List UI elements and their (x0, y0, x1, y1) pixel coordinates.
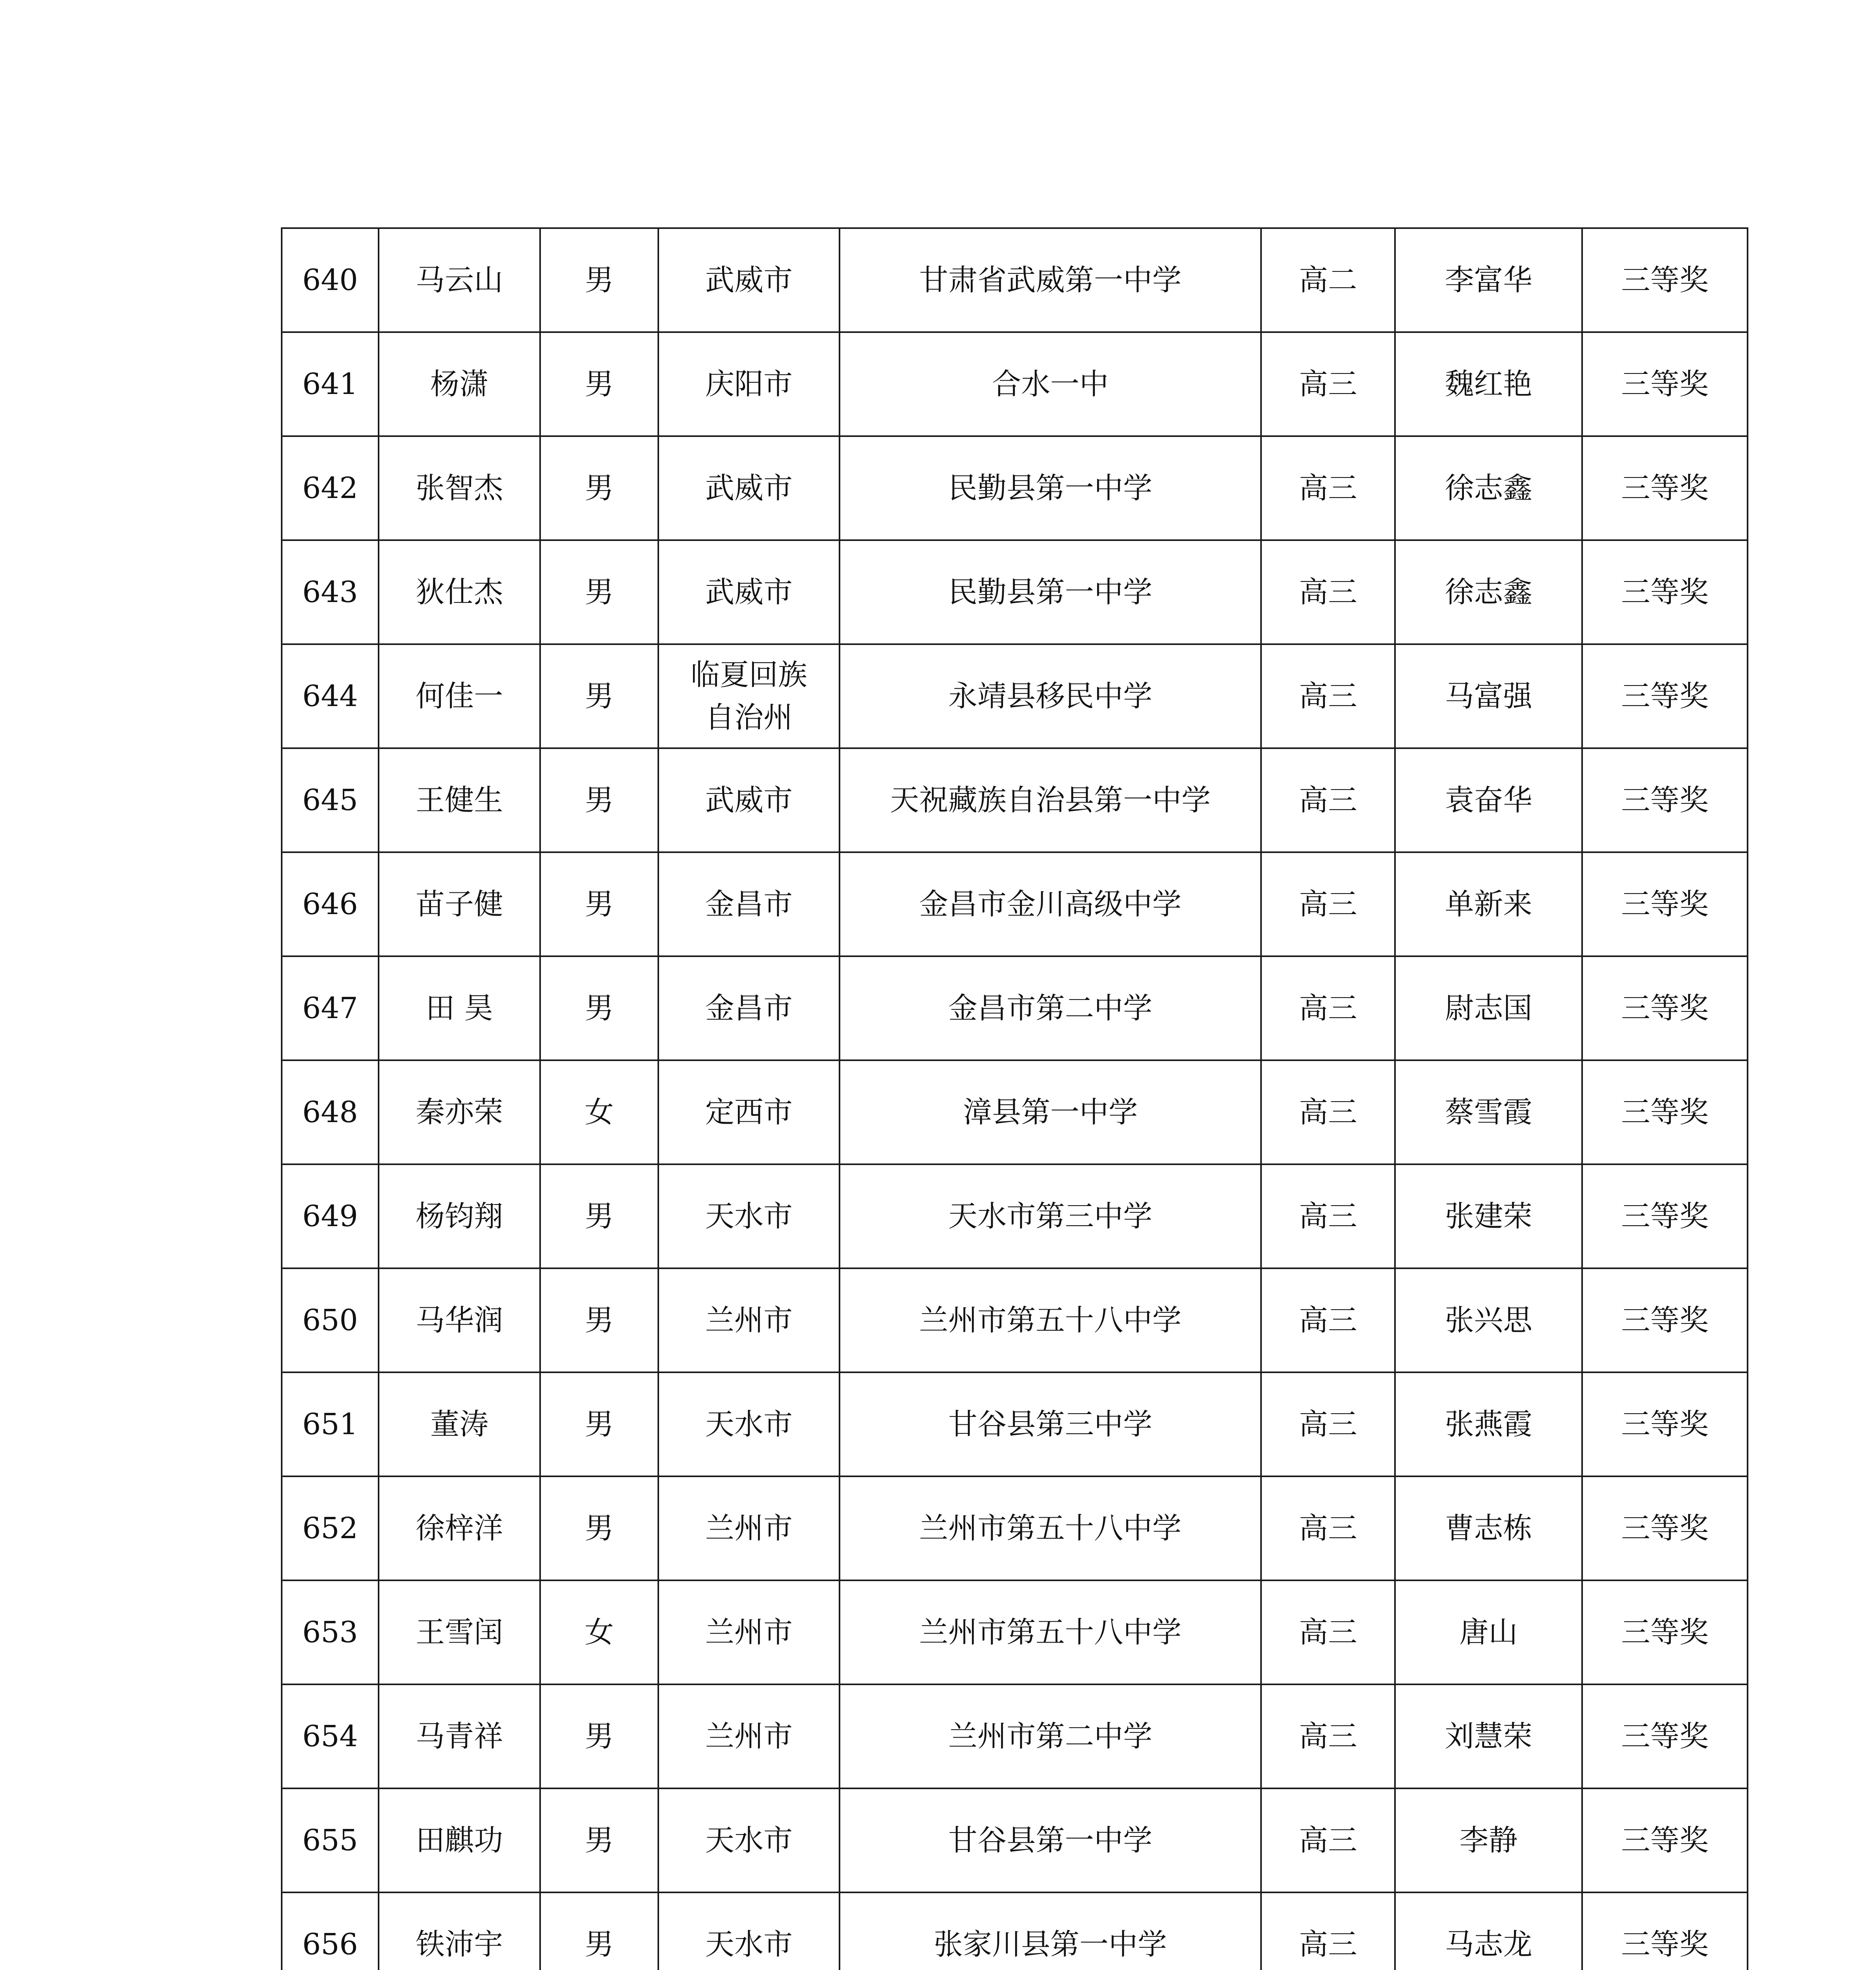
cell-school-text: 甘谷县第三中学 (948, 1407, 1152, 1441)
cell-teacher-text: 魏红艳 (1445, 367, 1532, 401)
cell-city-text: 金昌市 (705, 991, 793, 1025)
cell-award-text: 三等奖 (1621, 1407, 1709, 1441)
cell-number (282, 332, 379, 436)
cell-city-text: 兰州市 (705, 1719, 793, 1753)
cell-grade (1261, 1476, 1395, 1580)
cell-city (658, 852, 840, 956)
cell-student-name (379, 1060, 540, 1164)
cell-number-text: 642 (302, 471, 358, 505)
cell-award-text: 三等奖 (1621, 991, 1709, 1025)
cell-school (840, 1684, 1261, 1788)
cell-teacher-text: 蔡雪霞 (1445, 1095, 1532, 1129)
cell-gender (540, 436, 658, 540)
table-row (282, 956, 1748, 1060)
cell-school-text: 兰州市第五十八中学 (919, 1615, 1181, 1649)
cell-school (840, 228, 1261, 332)
cell-award (1582, 436, 1748, 540)
cell-student-name (379, 228, 540, 332)
cell-city (658, 228, 840, 332)
cell-city-text: 武威市 (705, 263, 793, 297)
cell-award-text: 三等奖 (1621, 1199, 1709, 1233)
cell-gender (540, 748, 658, 852)
cell-number (282, 436, 379, 540)
cell-student-name-text: 狄仕杰 (416, 575, 503, 609)
cell-award (1582, 1684, 1748, 1788)
cell-teacher-text: 单新来 (1445, 887, 1532, 921)
cell-gender (540, 1476, 658, 1580)
cell-student-name-text: 徐梓洋 (416, 1511, 503, 1545)
cell-teacher-text: 李富华 (1445, 263, 1532, 297)
cell-school (840, 748, 1261, 852)
cell-teacher (1395, 956, 1582, 1060)
cell-number (282, 1060, 379, 1164)
cell-grade-text: 高三 (1299, 991, 1357, 1025)
cell-student-name (379, 540, 540, 644)
cell-award-text: 三等奖 (1621, 575, 1709, 609)
cell-grade (1261, 748, 1395, 852)
cell-teacher (1395, 436, 1582, 540)
cell-school (840, 644, 1261, 748)
cell-number-text: 651 (302, 1407, 358, 1441)
cell-city (658, 540, 840, 644)
cell-school (840, 332, 1261, 436)
cell-gender (540, 540, 658, 644)
cell-gender-text: 男 (585, 783, 614, 817)
cell-number-text: 648 (302, 1095, 358, 1129)
cell-gender-text: 男 (585, 1719, 614, 1753)
award-table (281, 227, 1748, 1970)
cell-award-text: 三等奖 (1621, 1303, 1709, 1337)
cell-grade-text: 高三 (1299, 1719, 1357, 1753)
cell-grade-text: 高三 (1299, 1199, 1357, 1233)
cell-city-text: 天水市 (705, 1407, 793, 1441)
cell-grade (1261, 228, 1395, 332)
cell-gender-text: 女 (585, 1615, 614, 1649)
cell-grade (1261, 1684, 1395, 1788)
cell-number-text: 656 (302, 1927, 358, 1961)
cell-teacher-text: 徐志鑫 (1445, 471, 1532, 505)
cell-award-text: 三等奖 (1621, 1927, 1709, 1961)
cell-school-text: 民勤县第一中学 (948, 471, 1152, 505)
cell-award (1582, 1268, 1748, 1372)
cell-grade-text: 高二 (1299, 263, 1357, 297)
cell-teacher-text: 刘慧荣 (1445, 1719, 1532, 1753)
cell-school-text: 合水一中 (992, 367, 1109, 401)
cell-student-name-text: 铁沛宇 (416, 1927, 503, 1961)
cell-teacher (1395, 228, 1582, 332)
cell-student-name (379, 1684, 540, 1788)
cell-city (658, 1372, 840, 1476)
cell-award-text: 三等奖 (1621, 783, 1709, 817)
cell-city (658, 644, 840, 748)
cell-city-text: 武威市 (705, 783, 793, 817)
cell-gender-text: 男 (585, 1303, 614, 1337)
cell-number (282, 1684, 379, 1788)
cell-city (658, 1580, 840, 1684)
cell-student-name (379, 1788, 540, 1892)
cell-grade (1261, 1892, 1395, 1970)
cell-gender (540, 332, 658, 436)
cell-grade-text: 高三 (1299, 1927, 1357, 1961)
cell-number-text: 646 (302, 887, 358, 921)
cell-gender-text: 男 (585, 263, 614, 297)
cell-gender (540, 1892, 658, 1970)
cell-school (840, 1164, 1261, 1268)
cell-teacher-text: 袁奋华 (1445, 783, 1532, 817)
cell-school-text: 甘肃省武威第一中学 (919, 263, 1181, 297)
cell-teacher (1395, 644, 1582, 748)
cell-award-text: 三等奖 (1621, 471, 1709, 505)
cell-award-text: 三等奖 (1621, 1719, 1709, 1753)
cell-teacher-text: 尉志国 (1445, 991, 1532, 1025)
table-row (282, 644, 1748, 748)
cell-number-text: 644 (302, 679, 358, 713)
cell-number (282, 1164, 379, 1268)
cell-gender (540, 1580, 658, 1684)
cell-gender-text: 男 (585, 679, 614, 713)
cell-gender-text: 男 (585, 575, 614, 609)
cell-city (658, 1476, 840, 1580)
table-row (282, 1580, 1748, 1684)
table-row (282, 1684, 1748, 1788)
cell-school-text: 兰州市第五十八中学 (919, 1303, 1181, 1337)
cell-school (840, 1060, 1261, 1164)
cell-school (840, 852, 1261, 956)
cell-student-name (379, 1164, 540, 1268)
cell-school-text: 天祝藏族自治县第一中学 (890, 783, 1211, 817)
cell-student-name (379, 332, 540, 436)
cell-gender-text: 男 (585, 1927, 614, 1961)
cell-award-text: 三等奖 (1621, 1511, 1709, 1545)
cell-number (282, 1788, 379, 1892)
cell-teacher (1395, 1372, 1582, 1476)
cell-award-text: 三等奖 (1621, 887, 1709, 921)
cell-number (282, 1892, 379, 1970)
cell-number (282, 540, 379, 644)
cell-city-text: 武威市 (705, 575, 793, 609)
cell-school (840, 436, 1261, 540)
cell-gender (540, 1060, 658, 1164)
cell-city (658, 1060, 840, 1164)
cell-teacher-text: 徐志鑫 (1445, 575, 1532, 609)
cell-grade (1261, 1580, 1395, 1684)
cell-school-text: 甘谷县第一中学 (948, 1823, 1152, 1857)
cell-student-name-text: 田 昊 (425, 991, 493, 1025)
table-row (282, 852, 1748, 956)
cell-award (1582, 644, 1748, 748)
cell-grade-text: 高三 (1299, 1303, 1357, 1337)
cell-student-name (379, 748, 540, 852)
cell-student-name (379, 1580, 540, 1684)
cell-school (840, 956, 1261, 1060)
cell-student-name-text: 张智杰 (416, 471, 503, 505)
cell-city (658, 1164, 840, 1268)
table-row (282, 228, 1748, 332)
cell-gender (540, 1372, 658, 1476)
cell-number-text: 649 (302, 1199, 358, 1233)
cell-city-text: 临夏回族自治州 (691, 658, 807, 734)
cell-grade (1261, 1164, 1395, 1268)
cell-teacher-text: 张燕霞 (1445, 1407, 1532, 1441)
table-row (282, 1892, 1748, 1970)
cell-school-text: 民勤县第一中学 (948, 575, 1152, 609)
cell-city-text: 天水市 (705, 1199, 793, 1233)
cell-teacher (1395, 1476, 1582, 1580)
table-row (282, 1372, 1748, 1476)
cell-teacher (1395, 332, 1582, 436)
cell-number-text: 654 (302, 1719, 358, 1753)
cell-city-text: 庆阳市 (705, 367, 793, 401)
cell-award (1582, 852, 1748, 956)
cell-gender (540, 228, 658, 332)
cell-grade (1261, 1060, 1395, 1164)
cell-school-text: 兰州市第二中学 (948, 1719, 1152, 1753)
cell-city (658, 1684, 840, 1788)
cell-city (658, 332, 840, 436)
cell-gender-text: 男 (585, 887, 614, 921)
cell-award (1582, 1476, 1748, 1580)
cell-school (840, 540, 1261, 644)
cell-number-text: 641 (302, 367, 358, 401)
cell-school (840, 1372, 1261, 1476)
cell-city-text: 金昌市 (705, 887, 793, 921)
cell-city-text: 天水市 (705, 1823, 793, 1857)
cell-grade-text: 高三 (1299, 1095, 1357, 1129)
cell-school-text: 金昌市第二中学 (948, 991, 1152, 1025)
cell-grade (1261, 332, 1395, 436)
cell-student-name (379, 1476, 540, 1580)
cell-grade-text: 高三 (1299, 887, 1357, 921)
cell-teacher (1395, 852, 1582, 956)
cell-award-text: 三等奖 (1621, 679, 1709, 713)
cell-number-text: 640 (302, 263, 358, 297)
cell-award (1582, 540, 1748, 644)
cell-number-text: 655 (302, 1823, 358, 1857)
cell-award-text: 三等奖 (1621, 1095, 1709, 1129)
table-row (282, 1060, 1748, 1164)
cell-teacher-text: 李静 (1459, 1823, 1518, 1857)
cell-teacher (1395, 1164, 1582, 1268)
cell-school (840, 1788, 1261, 1892)
cell-award (1582, 748, 1748, 852)
cell-gender-text: 女 (585, 1095, 614, 1129)
cell-teacher-text: 马富强 (1445, 679, 1532, 713)
cell-number (282, 956, 379, 1060)
cell-number (282, 1268, 379, 1372)
table-row (282, 1788, 1748, 1892)
cell-grade (1261, 852, 1395, 956)
cell-grade-text: 高三 (1299, 1823, 1357, 1857)
cell-grade-text: 高三 (1299, 679, 1357, 713)
cell-teacher (1395, 1268, 1582, 1372)
cell-award (1582, 1788, 1748, 1892)
cell-student-name-text: 王健生 (416, 783, 503, 817)
cell-school (840, 1580, 1261, 1684)
cell-city (658, 1268, 840, 1372)
cell-gender-text: 男 (585, 367, 614, 401)
cell-school-text: 金昌市金川高级中学 (919, 887, 1181, 921)
cell-award (1582, 228, 1748, 332)
cell-award (1582, 1164, 1748, 1268)
cell-award (1582, 1372, 1748, 1476)
cell-grade (1261, 956, 1395, 1060)
cell-city-text: 武威市 (705, 471, 793, 505)
cell-award-text: 三等奖 (1621, 263, 1709, 297)
cell-teacher (1395, 1580, 1582, 1684)
cell-number (282, 644, 379, 748)
cell-teacher (1395, 540, 1582, 644)
cell-student-name-text: 马华润 (416, 1303, 503, 1337)
table-row (282, 1476, 1748, 1580)
cell-city-text: 兰州市 (705, 1511, 793, 1545)
cell-number-text: 650 (302, 1303, 358, 1337)
cell-student-name (379, 644, 540, 748)
cell-student-name (379, 1892, 540, 1970)
cell-student-name (379, 1372, 540, 1476)
cell-school-text: 张家川县第一中学 (934, 1927, 1167, 1961)
cell-number (282, 1372, 379, 1476)
cell-gender (540, 1164, 658, 1268)
cell-number (282, 1476, 379, 1580)
cell-award (1582, 1892, 1748, 1970)
cell-student-name-text: 王雪闰 (416, 1615, 503, 1649)
cell-number-text: 652 (302, 1511, 358, 1545)
cell-number (282, 748, 379, 852)
cell-teacher-text: 张兴思 (1445, 1303, 1532, 1337)
cell-gender (540, 644, 658, 748)
cell-student-name (379, 436, 540, 540)
cell-grade (1261, 644, 1395, 748)
table-row (282, 436, 1748, 540)
table-row (282, 1268, 1748, 1372)
cell-teacher (1395, 1892, 1582, 1970)
cell-gender-text: 男 (585, 991, 614, 1025)
cell-school (840, 1268, 1261, 1372)
cell-student-name (379, 852, 540, 956)
cell-student-name-text: 董涛 (430, 1407, 489, 1441)
cell-school-text: 天水市第三中学 (948, 1199, 1152, 1233)
cell-gender (540, 1684, 658, 1788)
cell-grade (1261, 1268, 1395, 1372)
cell-student-name-text: 马云山 (416, 263, 503, 297)
cell-city (658, 436, 840, 540)
cell-number-text: 653 (302, 1615, 358, 1649)
cell-number (282, 228, 379, 332)
cell-number-text: 647 (302, 991, 358, 1025)
cell-gender-text: 男 (585, 1511, 614, 1545)
award-table-body (282, 228, 1748, 1970)
cell-teacher (1395, 1684, 1582, 1788)
cell-number-text: 643 (302, 575, 358, 609)
cell-school-text: 兰州市第五十八中学 (919, 1511, 1181, 1545)
cell-grade-text: 高三 (1299, 367, 1357, 401)
table-row (282, 748, 1748, 852)
cell-student-name-text: 马青祥 (416, 1719, 503, 1753)
cell-grade (1261, 436, 1395, 540)
cell-student-name-text: 杨钧翔 (416, 1199, 503, 1233)
cell-award-text: 三等奖 (1621, 367, 1709, 401)
cell-city-text: 定西市 (705, 1095, 793, 1129)
cell-grade-text: 高三 (1299, 1615, 1357, 1649)
cell-teacher (1395, 1788, 1582, 1892)
cell-gender (540, 956, 658, 1060)
cell-gender (540, 1268, 658, 1372)
cell-grade-text: 高三 (1299, 1511, 1357, 1545)
cell-student-name (379, 1268, 540, 1372)
cell-award (1582, 1060, 1748, 1164)
cell-award-text: 三等奖 (1621, 1615, 1709, 1649)
cell-award-text: 三等奖 (1621, 1823, 1709, 1857)
cell-number-text: 645 (302, 783, 358, 817)
cell-teacher (1395, 748, 1582, 852)
cell-grade-text: 高三 (1299, 783, 1357, 817)
table-row (282, 332, 1748, 436)
cell-school-text: 永靖县移民中学 (948, 679, 1152, 713)
cell-student-name-text: 何佳一 (416, 679, 503, 713)
cell-student-name-text: 田麒功 (416, 1823, 503, 1857)
cell-award (1582, 1580, 1748, 1684)
cell-city (658, 956, 840, 1060)
cell-teacher-text: 唐山 (1459, 1615, 1518, 1649)
cell-student-name-text: 苗子健 (416, 887, 503, 921)
table-row (282, 1164, 1748, 1268)
cell-student-name (379, 956, 540, 1060)
cell-city (658, 748, 840, 852)
cell-number (282, 1580, 379, 1684)
cell-city-text: 兰州市 (705, 1615, 793, 1649)
cell-city-text: 天水市 (705, 1927, 793, 1961)
cell-city (658, 1892, 840, 1970)
cell-school (840, 1476, 1261, 1580)
cell-school (840, 1892, 1261, 1970)
cell-teacher (1395, 1060, 1582, 1164)
cell-gender (540, 1788, 658, 1892)
cell-gender-text: 男 (585, 1407, 614, 1441)
cell-school-text: 漳县第一中学 (963, 1095, 1138, 1129)
cell-student-name-text: 杨潇 (430, 367, 489, 401)
table-row (282, 540, 1748, 644)
cell-award (1582, 332, 1748, 436)
cell-grade (1261, 1788, 1395, 1892)
cell-gender-text: 男 (585, 471, 614, 505)
cell-city-text: 兰州市 (705, 1303, 793, 1337)
cell-number (282, 852, 379, 956)
cell-grade-text: 高三 (1299, 575, 1357, 609)
cell-teacher-text: 马志龙 (1445, 1927, 1532, 1961)
cell-gender-text: 男 (585, 1199, 614, 1233)
cell-student-name-text: 秦亦荣 (416, 1095, 503, 1129)
cell-grade-text: 高三 (1299, 1407, 1357, 1441)
cell-grade-text: 高三 (1299, 471, 1357, 505)
cell-teacher-text: 曹志栋 (1445, 1511, 1532, 1545)
cell-grade (1261, 1372, 1395, 1476)
cell-teacher-text: 张建荣 (1445, 1199, 1532, 1233)
cell-gender-text: 男 (585, 1823, 614, 1857)
cell-city (658, 1788, 840, 1892)
cell-grade (1261, 540, 1395, 644)
cell-award (1582, 956, 1748, 1060)
cell-gender (540, 852, 658, 956)
